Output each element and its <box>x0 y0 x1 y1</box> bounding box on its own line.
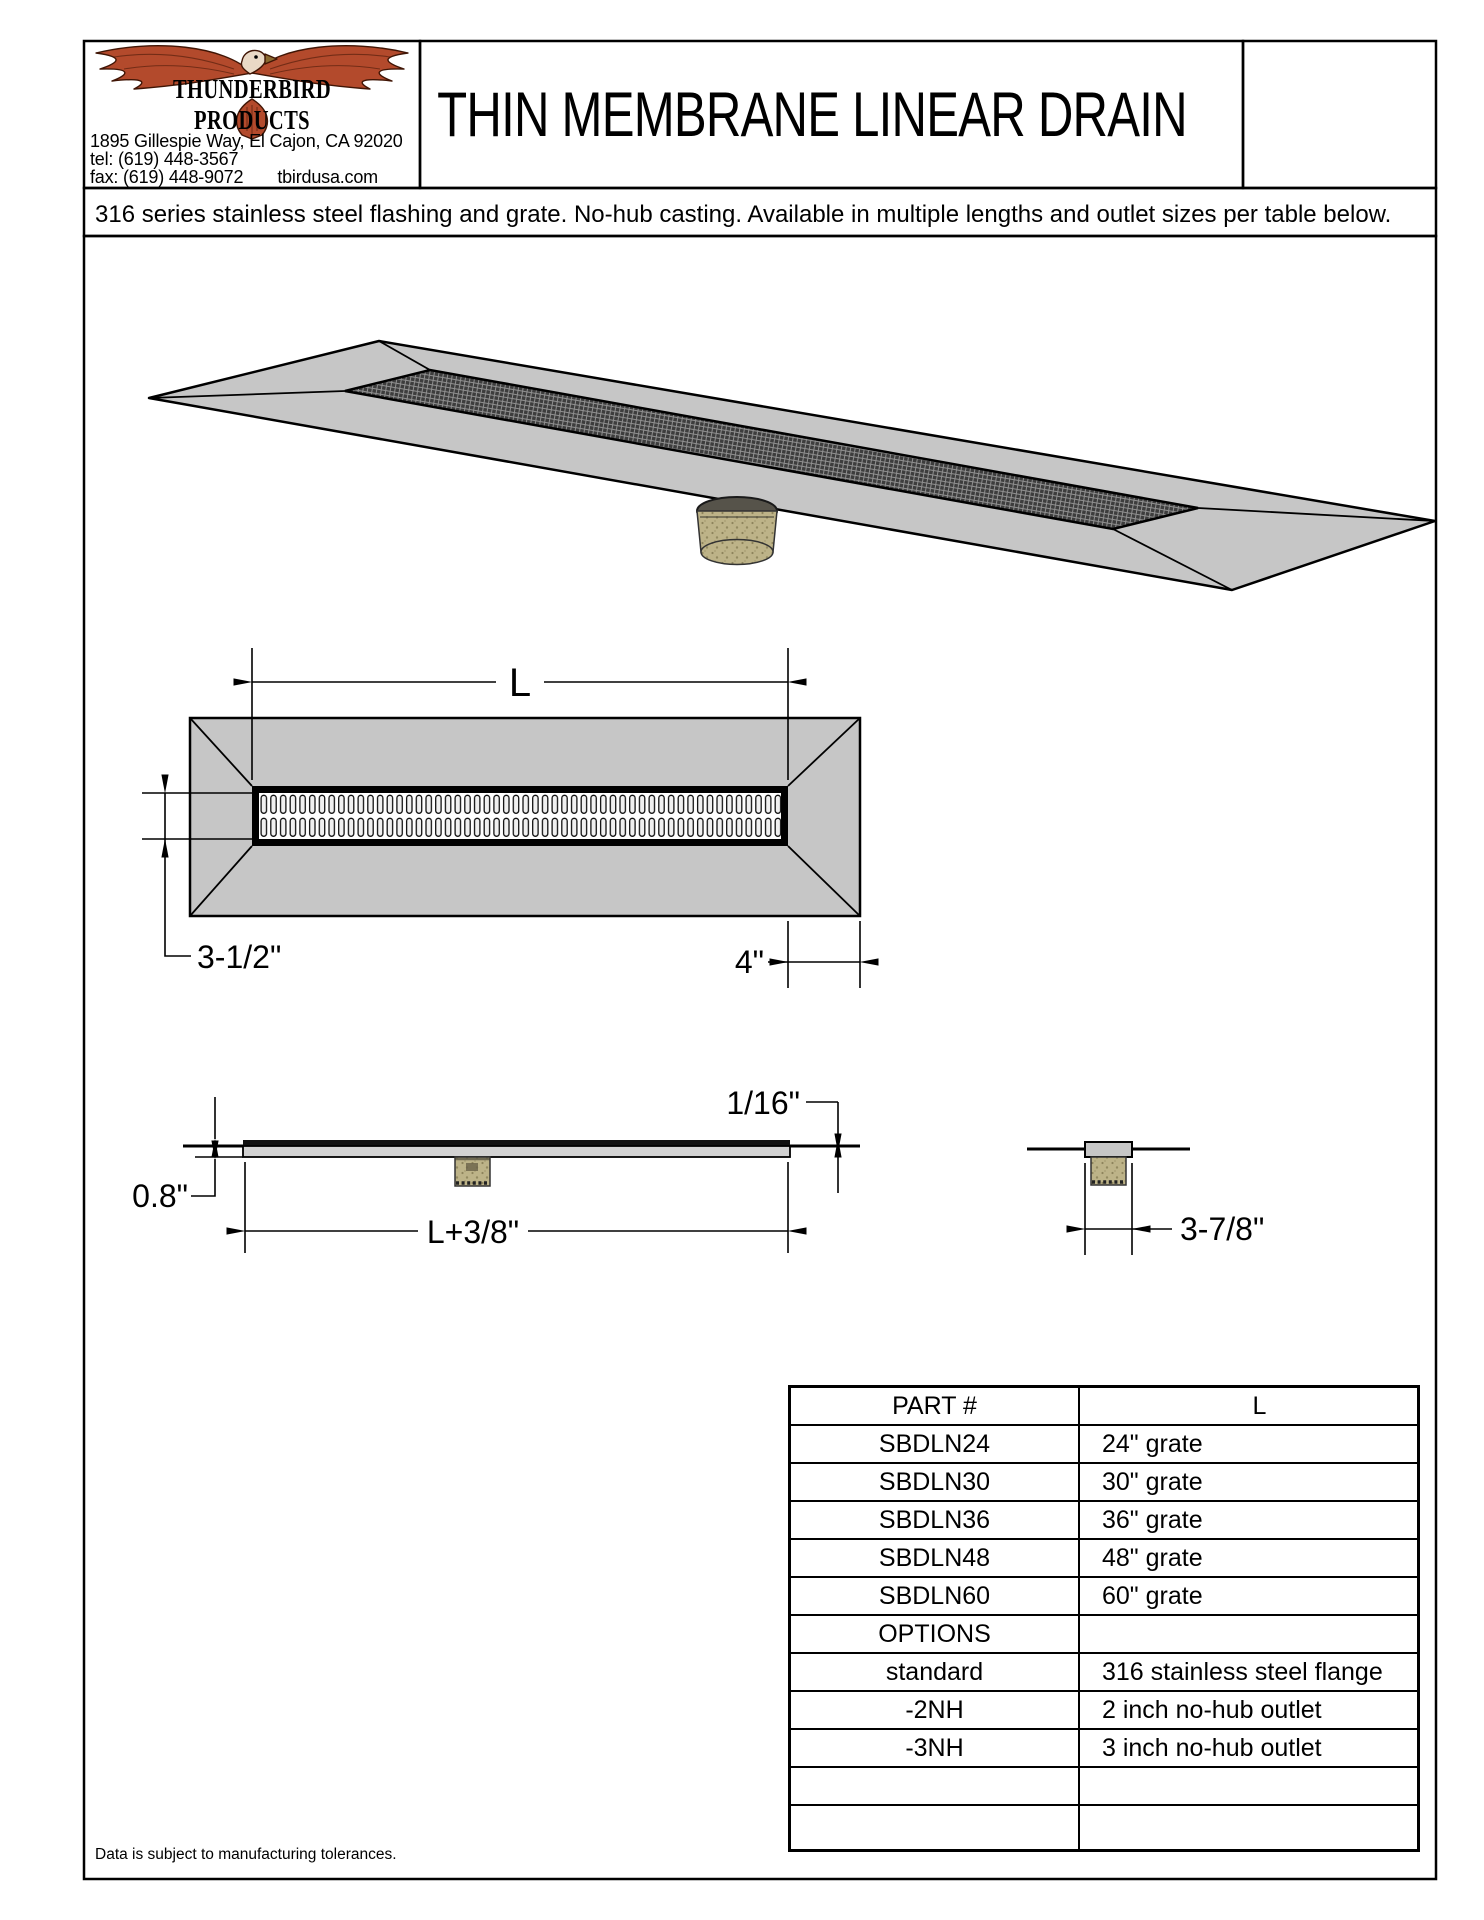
parts-table <box>788 1385 1420 1852</box>
length-cell: 30" grate <box>1079 1463 1419 1501</box>
table-row <box>790 1463 1419 1501</box>
company-fax: fax: (619) 448-9072 <box>90 167 244 187</box>
company-contact <box>90 132 418 186</box>
length-header: L <box>1079 1387 1419 1426</box>
options-label: OPTIONS <box>790 1615 1080 1653</box>
company-address: 1895 Gillespie Way, El Cajon, CA 92020 <box>90 131 403 151</box>
table-empty-row <box>790 1767 1419 1805</box>
part-cell <box>790 1805 1080 1851</box>
table-row <box>790 1425 1419 1463</box>
company-name: THUNDERBIRD PRODUCTS <box>172 74 332 135</box>
document-title-box <box>420 41 1243 188</box>
table-row <box>790 1577 1419 1615</box>
length-cell <box>1079 1767 1419 1805</box>
side-view <box>183 1140 860 1186</box>
length-cell: 60" grate <box>1079 1577 1419 1615</box>
company-website: tbirdusa.com <box>277 167 378 187</box>
revision-box <box>1243 41 1436 188</box>
part-cell: -2NH <box>790 1691 1080 1729</box>
length-cell: 316 stainless steel flange <box>1079 1653 1419 1691</box>
part-cell: SBDLN36 <box>790 1501 1080 1539</box>
table-row <box>790 1653 1419 1691</box>
length-cell <box>1079 1615 1419 1653</box>
dim-grate-length: L <box>508 661 532 705</box>
part-cell: standard <box>790 1653 1080 1691</box>
end-outlet <box>1091 1157 1126 1185</box>
plan-view <box>190 718 860 916</box>
length-cell: 2 inch no-hub outlet <box>1079 1691 1419 1729</box>
table-row <box>790 1539 1419 1577</box>
dim-overall-length: L+3/8" <box>426 1214 520 1250</box>
part-cell: -3NH <box>790 1729 1080 1767</box>
end-flange <box>1085 1142 1132 1157</box>
part-header: PART # <box>790 1387 1080 1426</box>
part-cell: SBDLN24 <box>790 1425 1080 1463</box>
table-options-row <box>790 1615 1419 1653</box>
length-cell <box>1079 1805 1419 1851</box>
dim-flange-border: 4" <box>734 944 764 980</box>
part-cell <box>790 1767 1080 1805</box>
length-cell: 36" grate <box>1079 1501 1419 1539</box>
company-tel: tel: (619) 448-3567 <box>90 149 239 169</box>
dim-body-depth: 0.8" <box>132 1178 188 1214</box>
product-description: 316 series stainless steel flashing and grate. No-hub casting. Available in multiple lengths and outlet sizes per table below. <box>95 201 1392 228</box>
plan-grate-slots <box>259 793 781 839</box>
dim-grate-width: 3-1/2" <box>197 939 282 975</box>
table-row <box>790 1691 1419 1729</box>
document-title: THIN MEMBRANE LINEAR DRAIN <box>437 79 1187 150</box>
table-header-row <box>790 1387 1419 1426</box>
part-cell: SBDLN30 <box>790 1463 1080 1501</box>
iso-view <box>149 341 1435 590</box>
side-grate-top <box>243 1140 790 1146</box>
end-view <box>1027 1142 1190 1185</box>
tolerance-note: Data is subject to manufacturing tolerances. <box>95 1846 397 1863</box>
side-outlet <box>455 1157 490 1186</box>
table-row <box>790 1729 1419 1767</box>
table-row <box>790 1501 1419 1539</box>
dim-lip-height: 1/16" <box>726 1085 800 1121</box>
part-cell: SBDLN60 <box>790 1577 1080 1615</box>
length-cell: 48" grate <box>1079 1539 1419 1577</box>
length-cell: 3 inch no-hub outlet <box>1079 1729 1419 1767</box>
length-cell: 24" grate <box>1079 1425 1419 1463</box>
side-drain-body <box>243 1146 790 1157</box>
dim-outlet-width: 3-7/8" <box>1180 1211 1265 1247</box>
company-fax-line <box>90 168 418 186</box>
part-cell: SBDLN48 <box>790 1539 1080 1577</box>
table-empty-row <box>790 1805 1419 1851</box>
iso-outlet <box>697 497 777 565</box>
